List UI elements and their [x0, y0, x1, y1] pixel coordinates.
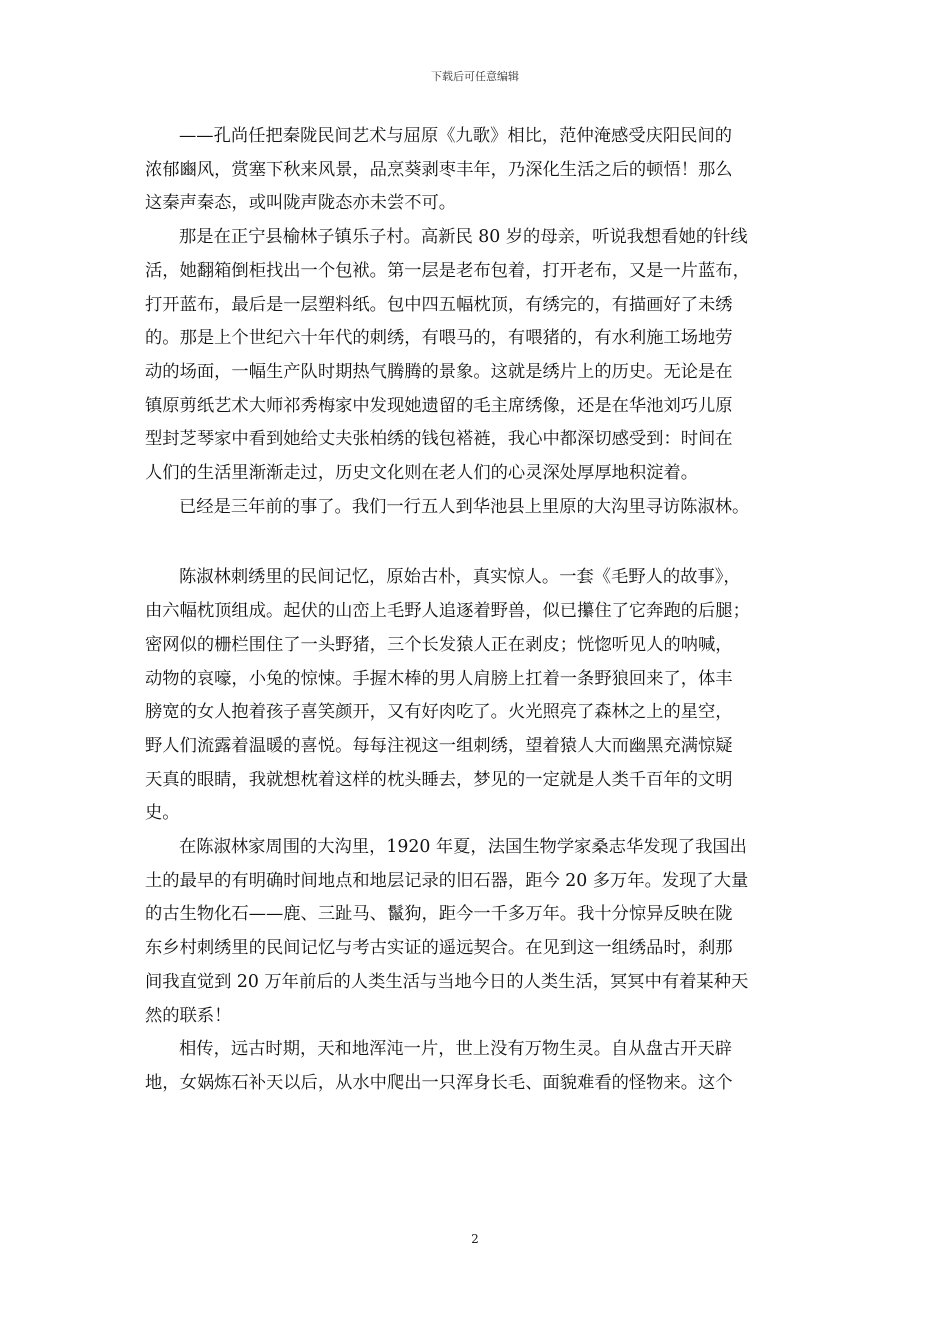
text-line: 然的联系！ [145, 1005, 232, 1026]
text-line: 浓郁豳风，赏塞下秋来风景，品烹葵剥枣丰年，乃深化生活之后的顿悟！那么 [145, 159, 733, 180]
text-line: 地，女娲炼石补天以后，从水中爬出一只浑身长毛、面貌难看的怪物来。这个 [145, 1072, 733, 1093]
paragraph-6 [145, 1033, 810, 1100]
text-line: 东乡村刺绣里的民间记忆与考古实证的遥远契合。在见到这一组绣品时，刹那 [145, 938, 733, 959]
page-number: 2 [471, 1232, 479, 1246]
text-line: 动物的哀嚎，小兔的惊悚。手握木棒的男人肩膀上扛着一条野狼回来了，体丰 [145, 668, 733, 689]
text-line: 这秦声秦态，或叫陇声陇态亦未尝不可。 [145, 193, 457, 214]
text-line: 打开蓝布，最后是一层塑料纸。包中四五幅枕顶，有绣完的，有描画好了未绣 [145, 294, 733, 315]
text-line: 野人们流露着温暖的喜悦。每每注视这一组刺绣，望着猿人大而幽黑充满惊疑 [145, 735, 733, 756]
text-line: 镇原剪纸艺术大师祁秀梅家中发现她遗留的毛主席绣像，还是在华池刘巧儿原 [145, 395, 733, 416]
text-line: 在陈淑林家周围的大沟里，1920 年夏，法国生物学家桑志华发现了我国出 [179, 837, 747, 858]
paragraph-3 [145, 491, 810, 525]
paragraph-1 [145, 120, 810, 221]
text-line: ——孔尚任把秦陇民间艺术与屈原《九歌》相比，范仲淹感受庆阳民间的 [179, 126, 733, 146]
text-line: 膀宽的女人抱着孩子喜笑颜开，又有好肉吃了。火光照亮了森林之上的星空， [145, 702, 733, 723]
text-line: 已经是三年前的事了。我们一行五人到华池县上里原的大沟里寻访陈淑林。 [179, 496, 750, 517]
paragraph-5 [145, 831, 810, 1033]
paragraph-4 [145, 561, 810, 831]
text-line: 天真的眼睛，我就想枕着这样的枕头睡去，梦见的一定就是人类千百年的文明 [145, 769, 733, 790]
text-line: 的。那是上个世纪六十年代的刺绣，有喂马的，有喂猪的，有水利施工场地劳 [145, 328, 733, 349]
text-line: 活，她翻箱倒柜找出一个包袱。第一层是老布包着，打开老布，又是一片蓝布， [145, 260, 750, 281]
text-line: 密网似的栅栏围住了一头野猪，三个长发猿人正在剥皮；恍惚听见人的呐喊， [145, 634, 733, 655]
text-line: 史。 [145, 803, 180, 824]
page-header: 下载后可任意编辑 [431, 70, 519, 83]
text-line: 由六幅枕顶组成。起伏的山峦上毛野人追逐着野兽，似已攥住了它奔跑的后腿； [145, 601, 750, 622]
blank-line [145, 524, 810, 561]
text-line: 陈淑林刺绣里的民间记忆，原始古朴，真实惊人。一套《毛野人的故事》， [179, 567, 741, 588]
text-line: 间我直觉到 20 万年前后的人类生活与当地今日的人类生活，冥冥中有着某种天 [145, 971, 749, 992]
text-line: 动的场面，一幅生产队时期热气腾腾的景象。这就是绣片上的历史。无论是在 [145, 361, 733, 382]
text-line: 土的最早的有明确时间地点和地层记录的旧石器，距今 20 多万年。发现了大量 [145, 870, 749, 891]
text-line: 人们的生活里渐渐走过，历史文化则在老人们的心灵深处厚厚地积淀着。 [145, 463, 699, 484]
text-line: 相传，远古时期，天和地浑沌一片，世上没有万物生灵。自从盘古开天辟 [179, 1039, 733, 1060]
text-line: 型封芝琴家中看到她给丈夫张柏绣的钱包褡裢，我心中都深切感受到：时间在 [145, 429, 733, 450]
document-body [145, 120, 810, 1101]
text-line: 的古生物化石——鹿、三趾马、鬣狗，距今一千多万年。我十分惊异反映在陇 [145, 904, 733, 925]
text-line: 那是在正宁县榆林子镇乐子村。高新民 80 岁的母亲，听说我想看她的针线 [179, 227, 748, 248]
paragraph-2 [145, 221, 810, 491]
